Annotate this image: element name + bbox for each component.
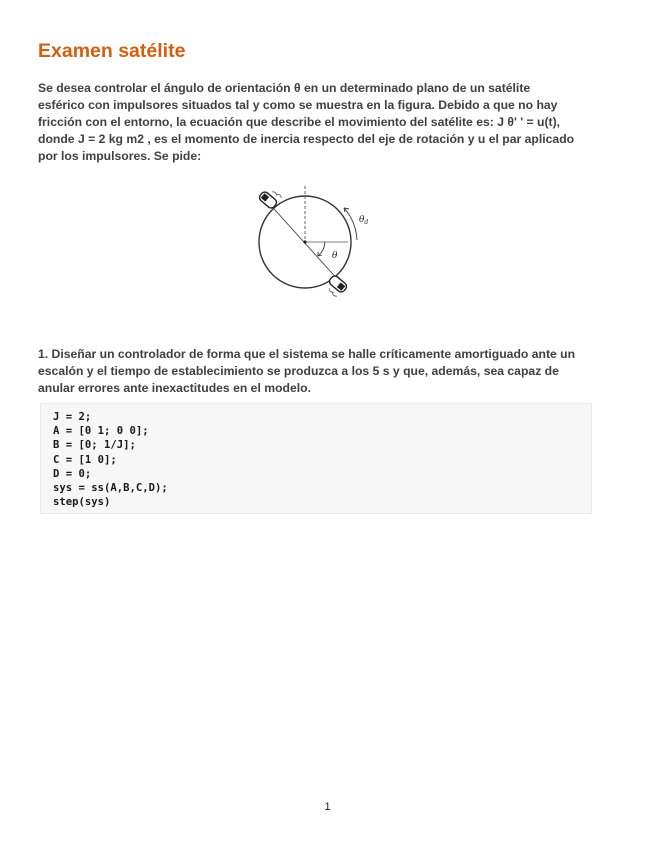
code-line: B = [0; 1/J]; xyxy=(53,439,136,452)
document-title: Examen satélite xyxy=(38,40,186,62)
code-line: step(sys) xyxy=(53,496,111,509)
code-line: C = [1 0]; xyxy=(53,453,117,466)
satellite-diagram xyxy=(248,178,368,300)
page-number: 1 xyxy=(324,801,331,813)
question-1: 1. Diseñar un controlador de forma que el sistema se halle críticamente amortiguado ante un escalón y el tiempo de establecimiento se produzca a los 5 s y que, además, sea capaz de anular errores ante inexactitudes en el modelo. xyxy=(38,347,576,395)
code-line: D = 0; xyxy=(53,467,92,480)
code-line: sys = ss(A,B,C,D); xyxy=(53,482,168,495)
theta-label: θ xyxy=(332,251,338,261)
code-line: A = [0 1; 0 0]; xyxy=(53,425,149,438)
orientation-line xyxy=(266,200,340,282)
code-block xyxy=(40,403,592,514)
satellite-figure xyxy=(248,178,368,300)
thruster-lower xyxy=(324,274,348,298)
problem-statement: Se desea controlar el ángulo de orientación θ en un determinado plano de un satélite esférico con impulsores situados tal y como se muestra en la figura. Debido a que no hay fricción con el entorno, la ecuación que describe el movimiento del satélite es: J θ' ' = u(t), donde J = 2 kg m2 , es el momento de inercia respecto del eje de rotación y u el par aplicado por los impulsores. Se pide: xyxy=(38,81,575,163)
thruster-upper xyxy=(258,185,282,209)
theta-arc xyxy=(318,242,325,256)
center-point xyxy=(303,240,306,243)
code-line: J = 2; xyxy=(53,411,92,423)
theta-d-label: $\theta_d$ xyxy=(359,215,368,226)
